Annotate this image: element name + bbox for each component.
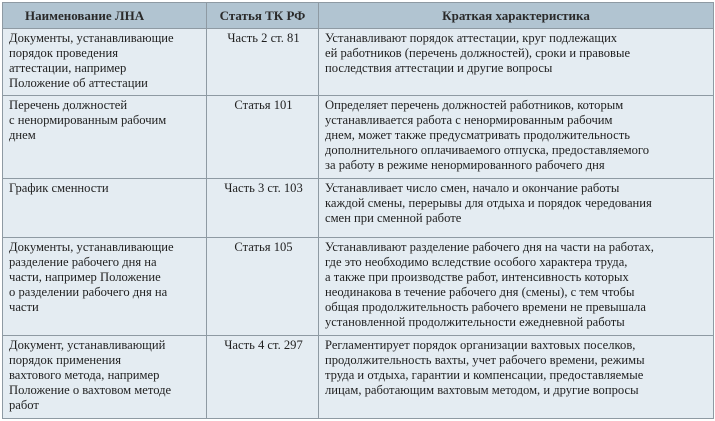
table-row	[3, 96, 714, 179]
cell-description: Регламентирует порядок организации вахтовых поселков, продолжительность вахты, учет рабочего времени, режимы труда и отдыха, гарантии и компенсации, предоставляемые лицам, работающим вахтовым методом, и другие вопросы	[319, 336, 714, 419]
header-article: Статья ТК РФ	[207, 3, 319, 29]
cell-description: Устанавливают порядок аттестации, круг подлежащих ей работников (перечень должностей), сроки и правовые последствия аттестации и другие вопросы	[319, 29, 714, 96]
document-page	[2, 2, 713, 419]
table-row	[3, 179, 714, 238]
lna-table	[2, 2, 714, 419]
table-row	[3, 336, 714, 419]
cell-name: График сменности	[3, 179, 207, 238]
cell-article: Часть 2 ст. 81	[207, 29, 319, 96]
cell-article: Статья 105	[207, 238, 319, 336]
table-row	[3, 29, 714, 96]
cell-article: Часть 3 ст. 103	[207, 179, 319, 238]
header-description: Краткая характеристика	[319, 3, 714, 29]
table-row	[3, 238, 714, 336]
cell-name: Документы, устанавливающие разделение рабочего дня на части, например Положение о разделении рабочего дня на части	[3, 238, 207, 336]
cell-article: Статья 101	[207, 96, 319, 179]
cell-description: Устанавливает число смен, начало и окончание работы каждой смены, перерывы для отдыха и порядок чередования смен при сменной работе	[319, 179, 714, 238]
header-row	[3, 3, 714, 29]
cell-article: Часть 4 ст. 297	[207, 336, 319, 419]
table-body	[3, 29, 714, 419]
cell-name: Документы, устанавливающие порядок проведения аттестации, например Положение об аттестации	[3, 29, 207, 96]
cell-name: Документ, устанавливающий порядок применения вахтового метода, например Положение о вахтовом методе работ	[3, 336, 207, 419]
cell-description: Устанавливают разделение рабочего дня на части на работах, где это необходимо вследствие особого характера труда, а также при производстве работ, интенсивность которых неодинакова в течение рабочего дня (смены), с тем чтобы общая продолжительность рабочего времени не превышала установленной продолжительности ежедневной работы	[319, 238, 714, 336]
header-name: Наименование ЛНА	[3, 3, 207, 29]
cell-name: Перечень должностей с ненормированным рабочим днем	[3, 96, 207, 179]
cell-description: Определяет перечень должностей работников, которым устанавливается работа с ненормированным рабочим днем, может также предусматривать продолжительность дополнительного оплачиваемого отпуска, предоставляемого за работу в режиме ненормированного рабочего дня	[319, 96, 714, 179]
table-header	[3, 3, 714, 29]
